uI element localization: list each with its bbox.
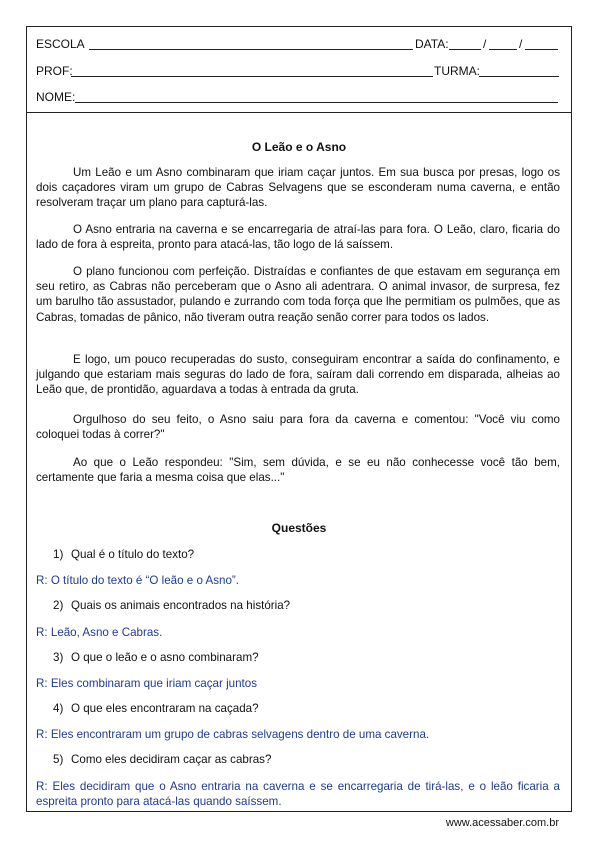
worksheet-frame bbox=[26, 26, 572, 812]
header-section bbox=[27, 27, 571, 113]
questions-title: Questões bbox=[271, 521, 327, 535]
date-separator: / bbox=[483, 37, 487, 51]
answer-text: R: Eles combinaram que iriam caçar juntos bbox=[36, 677, 258, 690]
date-day-field[interactable] bbox=[449, 37, 481, 50]
question-item bbox=[53, 753, 271, 767]
answer-text: R: Leão, Asno e Cabras. bbox=[36, 626, 163, 639]
question-number: 5) bbox=[53, 753, 64, 766]
nome-label: NOME: bbox=[36, 90, 76, 104]
date-year-field[interactable] bbox=[525, 37, 558, 50]
story-title: O Leão e o Asno bbox=[251, 140, 347, 154]
question-item bbox=[53, 548, 194, 562]
escola-label: ESCOLA bbox=[36, 37, 85, 51]
answer-text: R: Eles decidiram que o Asno entraria na caverna e se encarregaria de tirá-las, e o leão ficaria a espreita pronto para atacá-las quando saíssem. bbox=[36, 780, 560, 809]
question-text: Qual é o título do texto? bbox=[71, 548, 195, 561]
story-paragraph: E logo, um pouco recuperadas do susto, conseguiram encontrar a saída do confinamento, e julgando que estariam mais seguras do lado de fora, saíram dali correndo em disparada, alheias ao Leão que, de prontidão, aguardava a todas à entrada da gruta. bbox=[36, 353, 560, 397]
question-text: O que o leão e o asno combinaram? bbox=[71, 651, 259, 664]
question-number: 1) bbox=[53, 548, 64, 561]
story-paragraph: O Asno entraria na caverna e se encarregaria de atraí-las para fora. O Leão, claro, ficaria do lado de fora à espreita, pronto para atacá-las, tão logo de lá saíssem. bbox=[36, 223, 560, 252]
story-paragraph: Ao que o Leão respondeu: "Sim, sem dúvida, e se eu não conhecesse você tão bem, certamente que faria a mesma coisa que elas..." bbox=[36, 456, 560, 485]
question-item bbox=[53, 702, 259, 716]
story-paragraph: Orgulhoso do seu feito, o Asno saiu para fora da caverna e comentou: "Você viu como coloquei todas à correr?" bbox=[36, 413, 560, 442]
question-text: Como eles decidiram caçar as cabras? bbox=[71, 753, 272, 766]
story-paragraph: Um Leão e um Asno combinaram que iriam caçar juntos. Em sua busca por presas, logo os dois caçadores viram um grupo de Cabras Selvagens que se esconderam numa caverna, e então resolveram traçar um plano para capturá-las. bbox=[36, 166, 560, 210]
data-label: DATA: bbox=[415, 37, 449, 51]
question-number: 2) bbox=[53, 599, 64, 612]
date-separator: / bbox=[519, 37, 523, 51]
answer-text: R: Eles encontraram um grupo de cabras selvagens dentro de uma caverna. bbox=[36, 728, 430, 741]
question-text: O que eles encontraram na caçada? bbox=[71, 702, 259, 715]
question-text: Quais os animais encontrados na história? bbox=[71, 599, 291, 612]
escola-field[interactable] bbox=[89, 37, 413, 50]
turma-label: TURMA: bbox=[434, 64, 480, 78]
prof-field[interactable] bbox=[71, 64, 433, 77]
answer-text: R: O título do texto é “O leão e o Asno”. bbox=[36, 574, 239, 587]
nome-field[interactable] bbox=[75, 90, 558, 103]
question-number: 4) bbox=[53, 702, 64, 715]
turma-field[interactable] bbox=[479, 64, 559, 77]
question-item bbox=[53, 651, 259, 665]
question-item bbox=[53, 599, 290, 613]
story-paragraph: O plano funcionou com perfeição. Distraídas e confiantes de que estavam em segurança em seu retiro, as Cabras não perceberam que o Asno ali adentrara. O animal invasor, de surpresa, fez um barulho tão assustador, pulando e zurrando com toda força que lhe permitiam os pulmões, que as Cabras, tomadas de pânico, não tiveram outra reação senão correr para todos os lados. bbox=[36, 265, 560, 324]
date-month-field[interactable] bbox=[489, 37, 517, 50]
prof-label: PROF: bbox=[36, 64, 73, 78]
question-number: 3) bbox=[53, 651, 64, 664]
footer-website: www.acessaber.com.br bbox=[445, 817, 559, 829]
